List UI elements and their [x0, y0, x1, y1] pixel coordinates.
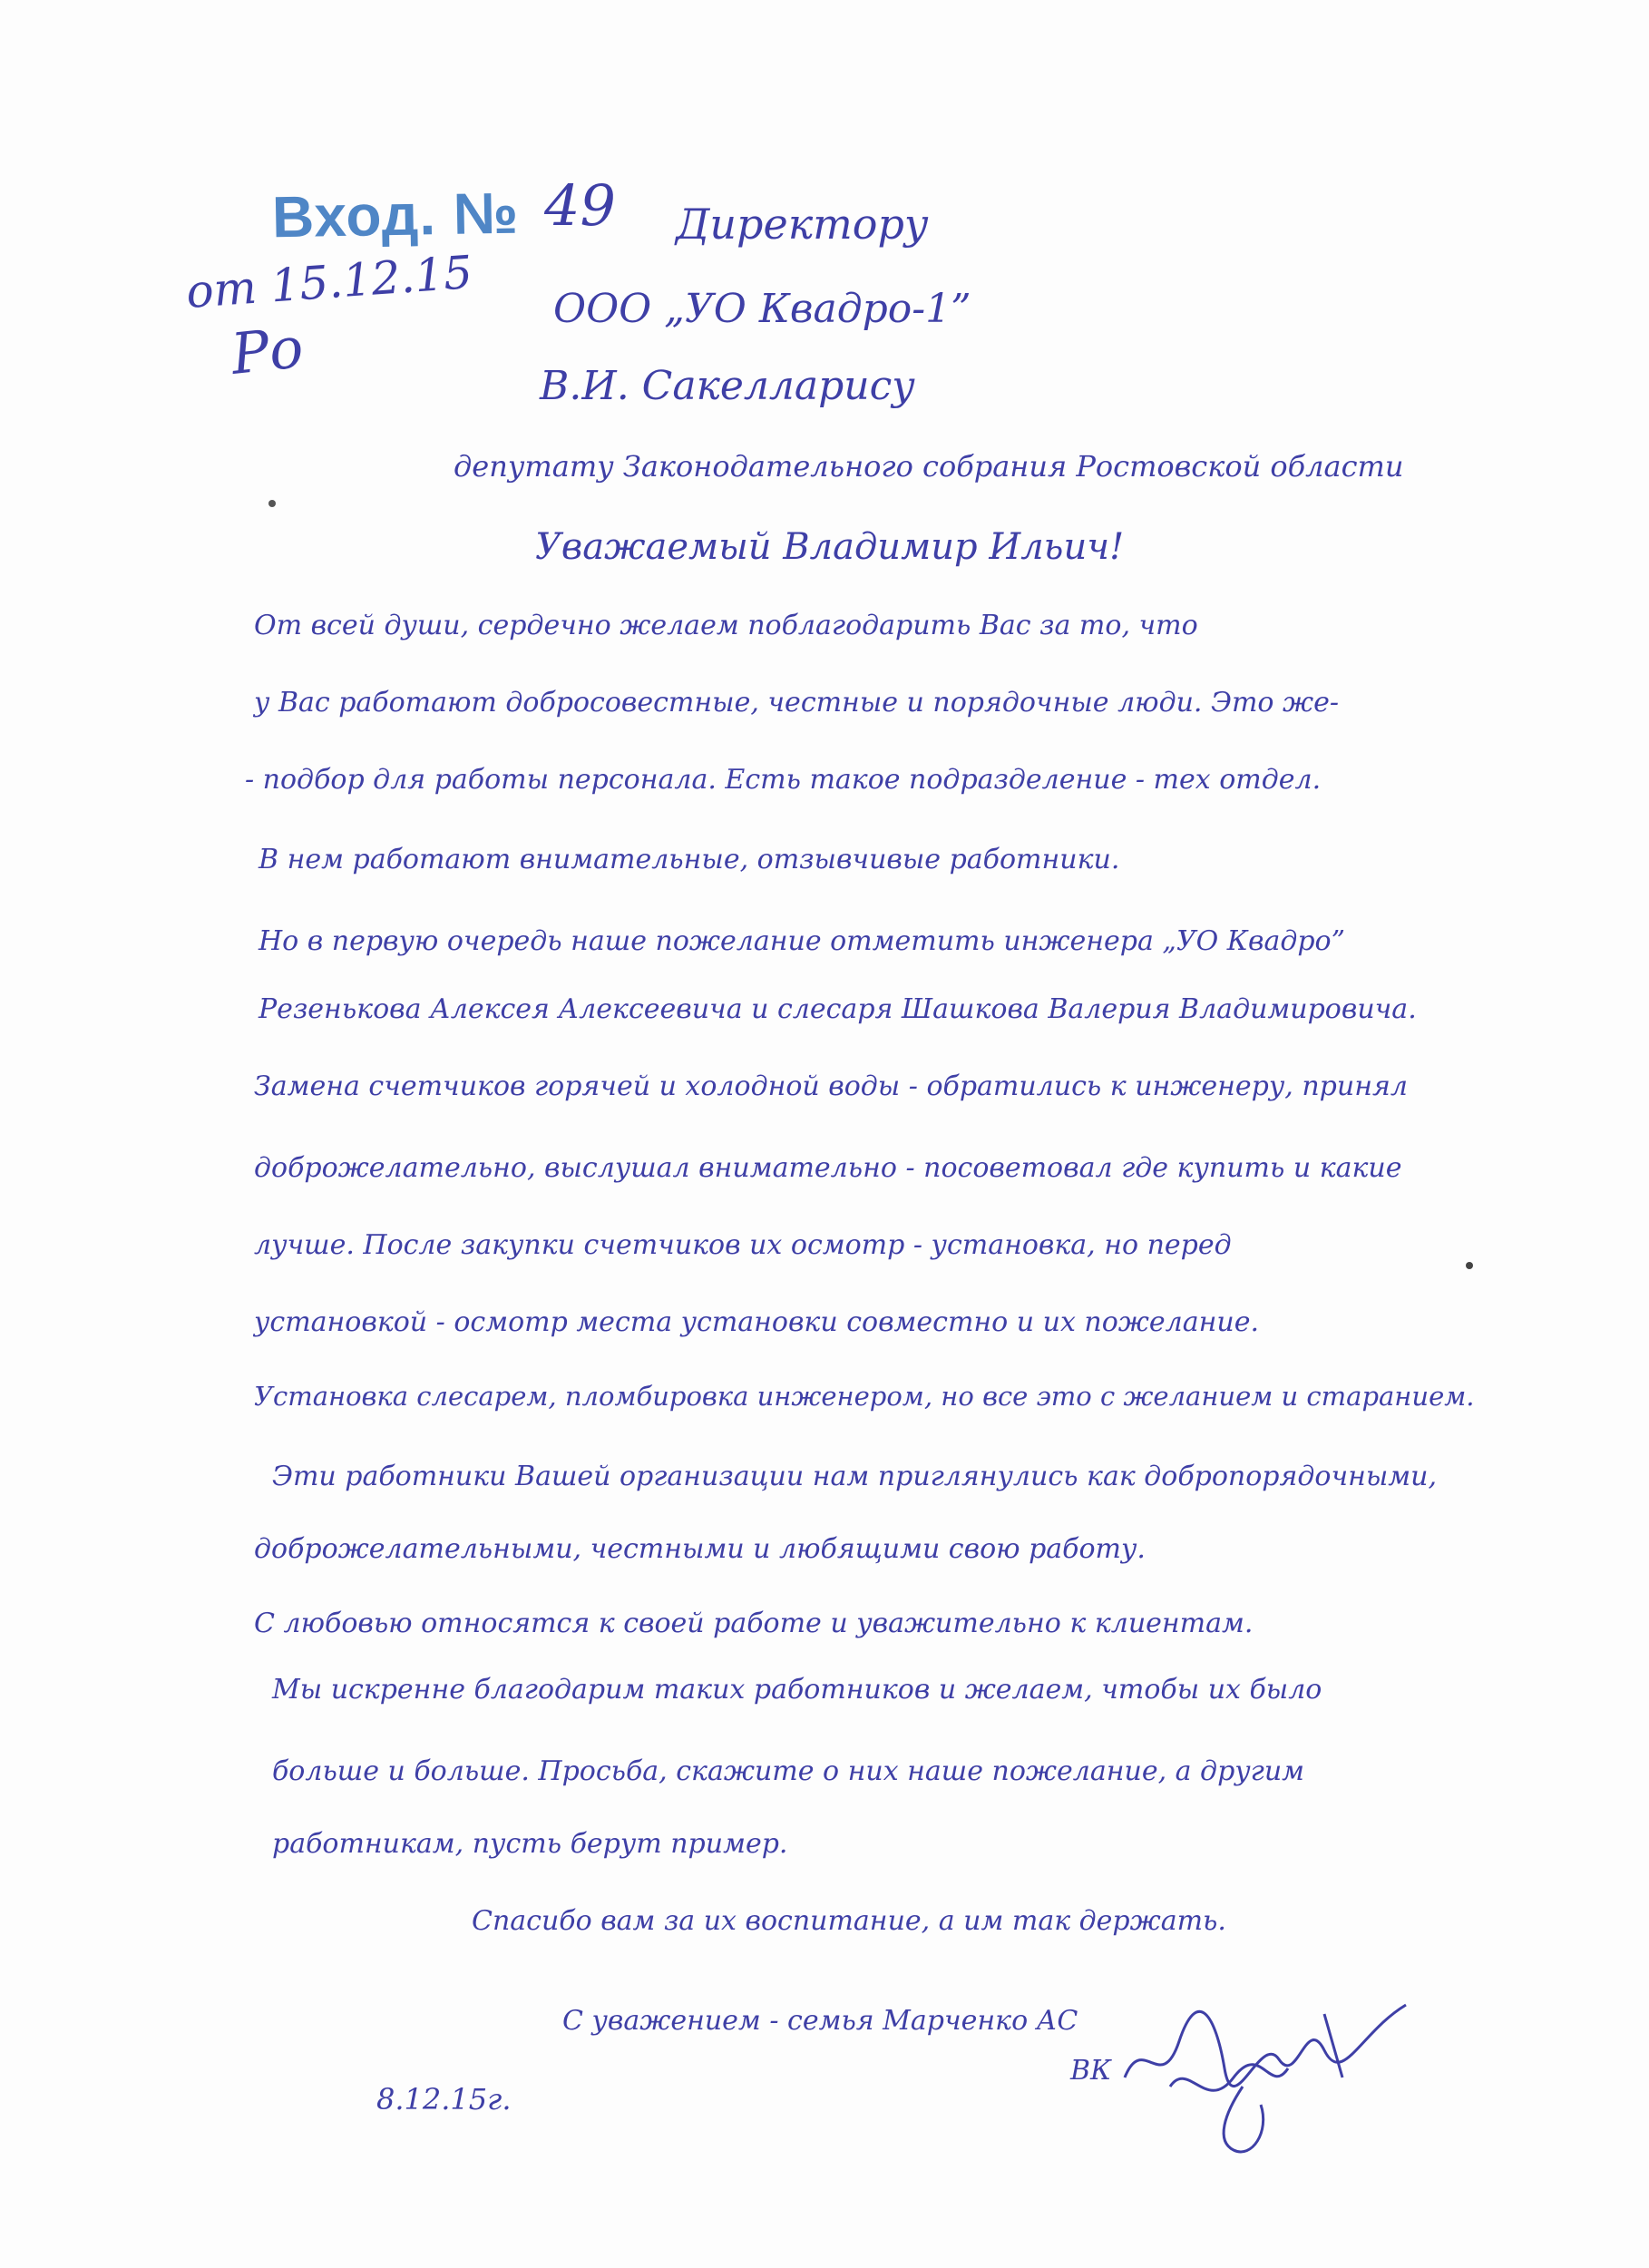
paper-speck — [263, 494, 281, 513]
body-line: больше и больше. Просьба, скажите о них наше пожелание, а другим — [272, 1755, 1305, 1787]
body-line: Резенькова Алексея Алексеевича и слесаря Шашкова Валерия Владимировича. — [259, 993, 1417, 1025]
salutation: Уважаемый Владимир Ильич! — [535, 526, 1125, 568]
body-line: В нем работают внимательные, отзывчивые работники. — [259, 844, 1120, 875]
handwritten-signature — [1116, 1978, 1415, 2159]
addressee-line-2: ООО „УО Квадро-1” — [553, 286, 971, 332]
stamp-date: от 15.12.15 — [184, 246, 474, 318]
body-line: Замена счетчиков горячей и холодной воды - обратились к инженеру, принял — [254, 1070, 1408, 1102]
addressee-line-4: депутату Законодательного собрания Ростовской области — [454, 449, 1404, 484]
addressee-line-3: В.И. Сакелларису — [540, 363, 915, 409]
body-line: С любовью относятся к своей работе и уважительно к клиентам. — [254, 1608, 1254, 1639]
body-line: лучше. После закупки счетчиков их осмотр - установка, но перед — [254, 1229, 1232, 1261]
body-line: у Вас работают добросовестные, честные и порядочные люди. Это же- — [254, 687, 1339, 719]
stamp-label: Вход. № — [271, 180, 520, 250]
letter-date: 8.12.15г. — [376, 2082, 512, 2116]
body-line: Эти работники Вашей организации нам приглянулись как добропорядочными, — [272, 1461, 1438, 1492]
body-line: Но в первую очередь наше пожелание отметить инженера „УО Квадро” — [259, 925, 1345, 957]
body-line: От всей души, сердечно желаем поблагодарить Вас за то, что — [254, 610, 1198, 641]
paper-speck — [1460, 1256, 1478, 1275]
incoming-stamp — [271, 180, 519, 251]
body-line: доброжелательно, выслушал внимательно - посоветовал где купить и какие — [254, 1152, 1402, 1184]
signature-initials: ВК — [1070, 2055, 1112, 2087]
closing: Спасибо вам за их воспитание, а им так держать. — [472, 1905, 1226, 1937]
stamp-initials: Ро — [228, 314, 307, 387]
body-line: работникам, пусть берут пример. — [272, 1828, 788, 1860]
signature-text: С уважением - семья Марченко АС — [562, 2005, 1078, 2037]
stamp-number: 49 — [544, 172, 616, 239]
body-line: установкой - осмотр места установки совместно и их пожелание. — [254, 1306, 1259, 1338]
body-line: доброжелательными, честными и любящими свою работу. — [254, 1533, 1146, 1565]
body-line: - подбор для работы персонала. Есть такое подразделение - тех отдел. — [245, 764, 1322, 796]
body-line: Установка слесарем, пломбировка инженером, но все это с желанием и старанием. — [254, 1381, 1475, 1412]
body-line: Мы искренне благодарим таких работников и желаем, чтобы их было — [272, 1674, 1322, 1706]
addressee-line-1: Директору — [676, 200, 929, 249]
